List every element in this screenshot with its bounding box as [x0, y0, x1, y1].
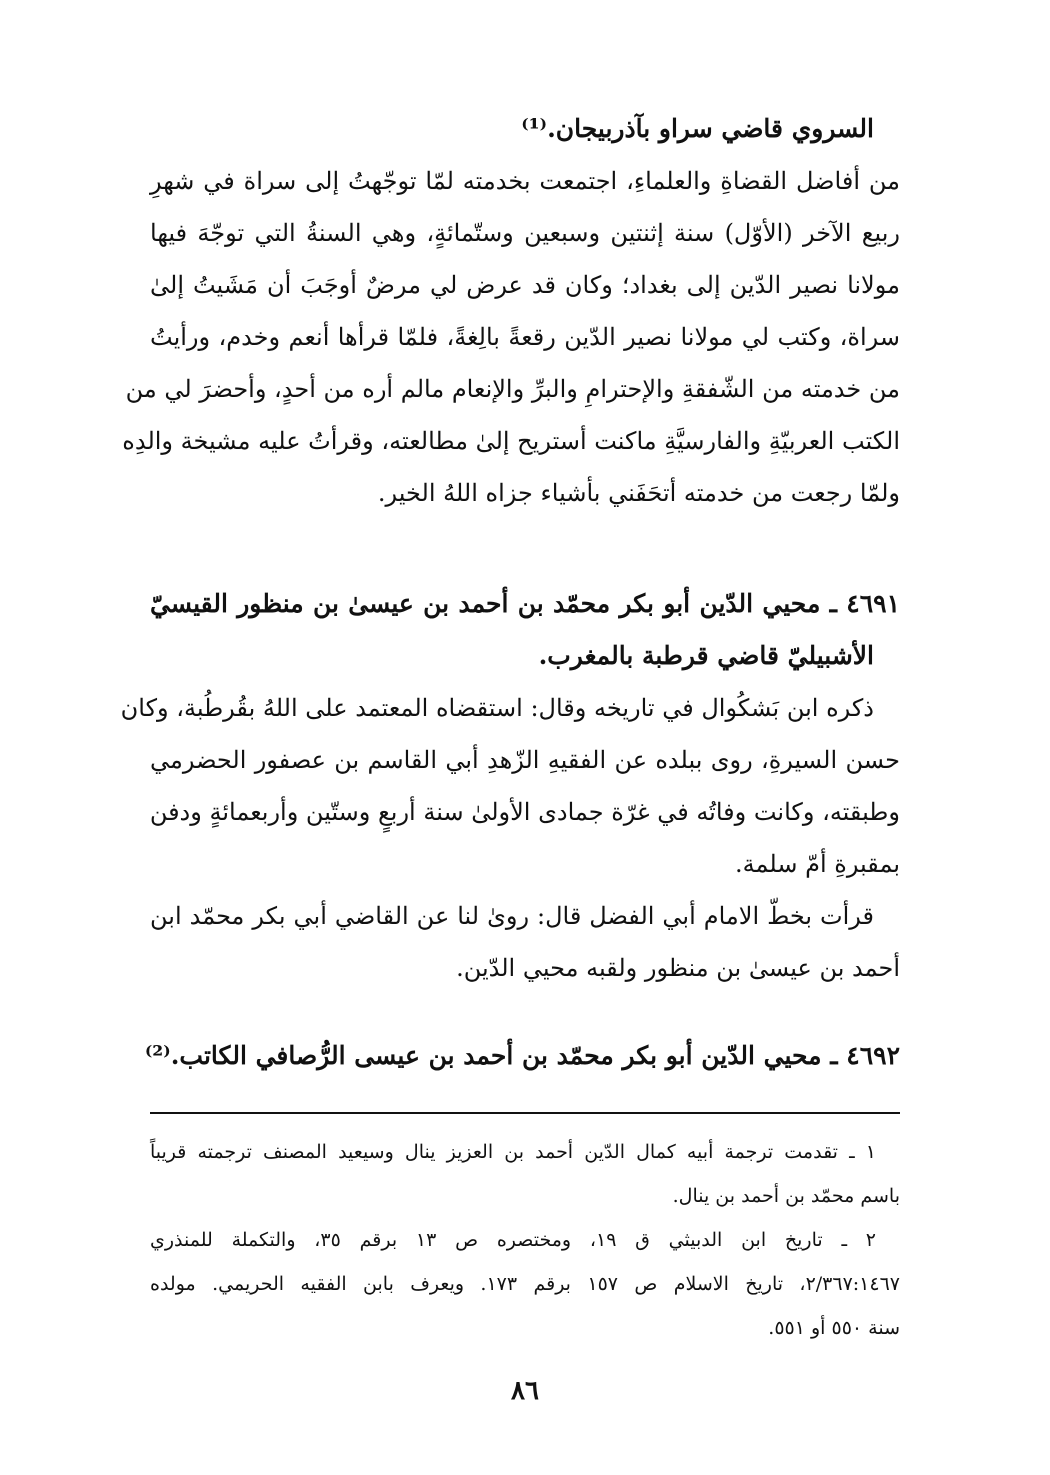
body-line: مولانا نصير الدّين إلى بغداد؛ وكان قد عرض لي مرضٌ أوجَبَ أن مَشَيتُ إلىٰ	[150, 271, 900, 299]
body-line: قرأت بخطّ الامام أبي الفضل قال: روىٰ لنا عن القاضي أبي بكر محمّد ابن	[150, 902, 874, 930]
body-line: ولمّا رجعت من خدمته أتحَفَني بأشياء جزاه اللهُ الخير.	[377, 479, 900, 507]
footnote-divider	[150, 1112, 900, 1114]
entry-title-continuation: السروي قاضي سراو بآذربيجان.⁽¹⁾	[521, 114, 874, 143]
body-line: بمقبرةِ أمّ سلمة.	[735, 850, 900, 878]
body-line: من خدمته من الشّفقةِ والإحترامِ والبرِّ والإنعام مالم أره من أحدٍ، وأحضرَ لي من	[125, 375, 900, 403]
body-line: سراة، وكتب لي مولانا نصير الدّين رقعةً بالِغةً، فلمّا قرأها أنعم وخدم، ورأيتُ	[150, 323, 900, 351]
body-line: حسن السيرةِ، روى ببلده عن الفقيهِ الزّهدِ أبي القاسم بن عصفور الحضرمي	[150, 746, 900, 774]
body-line: وطبقته، وكانت وفاتُه في غرّة جمادى الأولىٰ سنة أربعٍ وستّين وأربعمائةٍ ودفن	[149, 798, 900, 826]
footnote-line: باسم محمّد بن أحمد بن ينال.	[672, 1185, 900, 1207]
footnote-line: ١ ـ تقدمت ترجمة أبيه كمال الدّين أحمد بن العزيز ينال وسيعيد المصنف ترجمته قريباً	[150, 1141, 876, 1163]
page-number: ٨٦	[511, 1376, 539, 1406]
body-line: ربيع الآخر (الأوّل) سنة إثنتين وسبعين وستّمائةٍ، وهي السنةُ التي توجّهَ فيها	[150, 219, 900, 247]
body-line: من أفاضل القضاةِ والعلماءِ، اجتمعت بخدمته لمّا توجّهتُ إلى سراة في شهرِ	[150, 167, 900, 195]
entry-heading: ٤٦٩١ ـ محيي الدّين أبو بكر محمّد بن أحمد بن عيسىٰ بن منظور القيسيّ	[150, 589, 900, 618]
entry-4692	[144, 1030, 900, 1082]
footnotes	[150, 1130, 900, 1350]
body-line: أحمد بن عيسىٰ بن منظور ولقبه محيي الدّين.	[456, 954, 900, 982]
body-line: ذكره ابن بَشكُوال في تاريخه وقال: استقضاه المعتمد على اللهُ بقُرطُبة، وكان	[120, 694, 874, 722]
entry-4691	[120, 578, 900, 994]
entry-heading: ٤٦٩٢ ـ محيي الدّين أبو بكر محمّد بن أحمد بن عيسى الرُّصافي الكاتب.⁽²⁾	[144, 1041, 900, 1070]
body-line: الكتب العربيّةِ والفارسيَّةِ ماكنت أستريح إلىٰ مطالعته، وقرأتُ عليه مشيخة والدِه	[122, 427, 900, 455]
entry-heading: الأشبيليّ قاضي قرطبة بالمغرب.	[538, 641, 874, 670]
footnote-line: ٢ ـ تاريخ ابن الدبيثي ق ١٩، ومختصره ص ١٣ برقم ٣٥، والتكملة للمنذري	[150, 1229, 877, 1251]
intro-section	[122, 103, 900, 519]
footnote-line: سنة ٥٥٠ أو ٥٥١.	[768, 1317, 900, 1339]
footnote-line: ٢/٣٦٧:١٤٦٧، تاريخ الاسلام ص ١٥٧ برقم ١٧٣. ويعرف بابن الفقيه الحريمي. مولده	[150, 1273, 901, 1295]
